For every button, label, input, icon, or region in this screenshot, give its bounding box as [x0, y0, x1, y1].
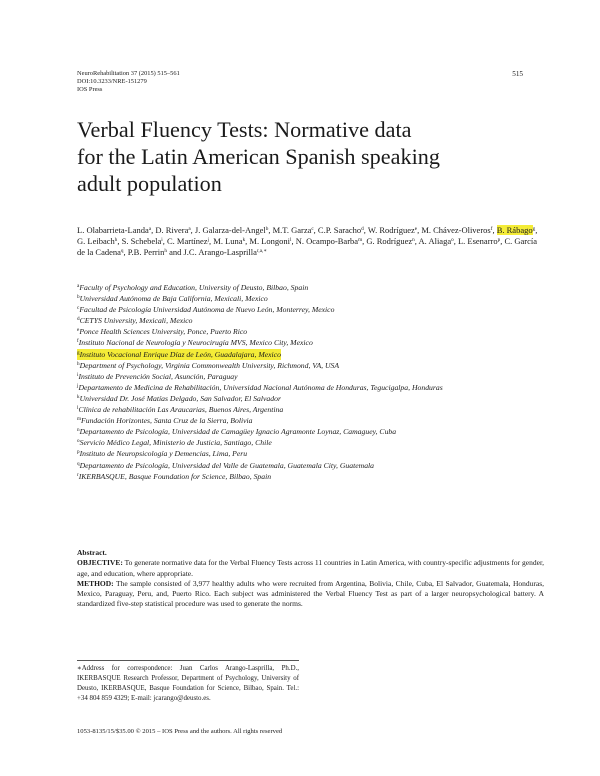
affiliation-key: k: [77, 393, 80, 400]
affiliation-key: p: [77, 449, 80, 456]
affiliation: [77, 460, 547, 471]
author: [496, 225, 538, 235]
affiliation-key: j: [77, 382, 79, 389]
affiliation-key: l: [77, 405, 79, 412]
author-name: J. Galarza-del-Angel: [194, 225, 266, 235]
author-name: W. Rodríguez: [367, 225, 415, 235]
author-name: C. Martínez: [166, 236, 208, 247]
author-affiliation-marker: d: [361, 226, 364, 232]
affiliation-text: Servicio Médico Legal, Ministerio de Justicia, Santiago, Chile: [79, 438, 272, 448]
author-affiliation-marker: h: [114, 237, 118, 244]
affiliation: [77, 315, 547, 326]
author-separator: and: [166, 247, 184, 258]
author-name: L. Olabarrieta-Landa: [77, 225, 149, 235]
author: [458, 236, 500, 246]
author-separator: ,: [363, 225, 368, 235]
author-affiliation-marker: i: [161, 237, 163, 244]
affiliation-text: Department of Psychology, Virginia Commonwealth University, Richmond, VA, USA: [79, 360, 340, 370]
affiliation-text: Faculty of Psychology and Education, University of Deusto, Bilbao, Spain: [79, 283, 309, 292]
author-name: M.T. Garza: [272, 225, 312, 235]
affiliation-text: Universidad Autónoma de Baja California, Mexicali, Mexico: [79, 294, 268, 304]
affiliation: [77, 393, 547, 404]
author-separator: ,: [190, 225, 195, 235]
author-affiliation-marker: k: [242, 237, 246, 244]
author-separator: ,: [417, 225, 422, 235]
author-name: S. Schebela: [121, 236, 162, 247]
author: [213, 236, 245, 246]
author-name: G. Rodríguez: [366, 236, 413, 247]
author-separator: ,: [362, 236, 367, 247]
author-affiliation-marker: p: [497, 237, 501, 244]
affiliation: [77, 371, 547, 382]
method-label: METHOD:: [77, 578, 114, 588]
affiliation-key: i: [77, 371, 79, 378]
affiliation: [77, 426, 547, 437]
objective-text: To generate normative data for the Verbal Fluency Tests across 11 countries in Latin America, with country-specific adjustments for gender, age, and education, where appropriate.: [77, 558, 545, 578]
author: [366, 236, 414, 246]
affiliation: [77, 448, 547, 459]
author-name: B. Rábago: [496, 225, 533, 235]
affiliation-key: r: [77, 471, 79, 478]
author-name: M. Chávez-Oliveros: [421, 225, 491, 235]
affiliation-key: n: [77, 427, 80, 434]
affiliation-text: Instituto Vocacional Enrique Díaz de León, Guadalajara, Mexico: [79, 349, 281, 359]
author: [167, 236, 209, 246]
author-separator: ,: [453, 236, 458, 247]
title-line: adult population: [77, 171, 222, 196]
author: [77, 225, 151, 235]
affiliation-text: CETYS University, Mexicali, Mexico: [79, 316, 193, 326]
affiliation-text: Clínica de rehabilitación Las Araucarias, Buenos Aires, Argentina: [78, 405, 284, 415]
correspondence-text: Address for correspondence: Juan Carlos Arango-Lasprilla, Ph.D., IKERBASQUE Research Professor, Department of Psychology, University of Deusto, IKERBASQUE, Basque Foundation for Science, Bilbao, Spain. Tel.: +34 804 859 4329; E-mail: jcarango@deusto.es.: [77, 665, 299, 702]
affiliation-text: Instituto Nacional de Neurología y Neurocirugía MVS, Mexico City, Mexico: [78, 338, 313, 348]
affiliation-key: d: [77, 316, 80, 323]
author-affiliation-marker: r,a,∗: [256, 248, 267, 255]
author-separator: ,: [268, 225, 273, 235]
author-affiliation-marker: h: [164, 248, 167, 255]
author-affiliation-marker: c: [311, 226, 314, 232]
abstract: [77, 548, 544, 610]
author: [419, 236, 454, 246]
affiliation-list: [77, 282, 547, 482]
author-separator: ,: [162, 236, 167, 247]
author: [368, 225, 417, 235]
affiliation-text: Departamento de Medicina de Rehabilitación, Universidad Nacional Autónoma de Honduras, Tegucigalpa, Honduras: [78, 382, 443, 392]
author-name: A. Aliaga: [418, 236, 452, 247]
affiliation-text: Instituto de Prevención Social, Asunción, Paraguay: [78, 371, 238, 381]
affiliation: [77, 293, 547, 304]
affiliation: [77, 471, 547, 482]
affiliation-text: Ponce Health Sciences University, Ponce, Puerto Rico: [79, 327, 248, 337]
copyright-footer: 1053-8135/15/$35.00 © 2015 – IOS Press and the authors. All rights reserved: [77, 728, 283, 735]
author-separator: ,: [535, 225, 538, 235]
author: [122, 236, 163, 246]
author-affiliation-marker: m: [358, 237, 363, 244]
doi[interactable]: DOI:10.3233/NRE-151279: [77, 78, 147, 85]
author-separator: ,: [117, 236, 122, 247]
author-name: M. Longoni: [249, 236, 291, 247]
affiliation-key: q: [77, 460, 80, 467]
paper-title: [77, 116, 537, 197]
author-name: N. Ocampo-Barba: [295, 236, 359, 247]
affiliation: [77, 282, 547, 293]
affiliation-text: Departamento de Psicología, Universidad de Camagüey Ignacio Agramonte Loynaz, Camaguey, Cuba: [79, 427, 397, 437]
affiliation: [77, 337, 547, 348]
author-name: C.P. Saracho: [317, 225, 362, 235]
objective-label: OBJECTIVE:: [77, 558, 123, 568]
author-separator: ,: [151, 225, 156, 235]
affiliation: [77, 304, 547, 315]
author-affiliation-marker: l: [290, 237, 292, 244]
author-affiliation-marker: q: [120, 248, 124, 255]
author-affiliation-marker: g: [532, 226, 536, 232]
author-name: D. Rivera: [155, 225, 189, 235]
affiliation: [77, 404, 547, 415]
footnote-marker: ∗: [77, 665, 82, 672]
affiliation-text: Facultad de Psicología Universidad Autónoma de Nuevo León, Monterrey, Mexico: [79, 305, 335, 315]
author: [249, 236, 291, 246]
author: [273, 225, 314, 235]
author-separator: ,: [209, 236, 214, 247]
author-name: G. Leibach: [77, 236, 115, 247]
title-line: Verbal Fluency Tests: Normative data: [77, 117, 412, 142]
author: [318, 225, 364, 235]
author: [77, 236, 117, 246]
author-affiliation-marker: a: [188, 226, 191, 232]
affiliation-key: h: [77, 360, 80, 367]
affiliation-text: Instituto de Neuropsicología y Demencias, Lima, Peru: [79, 449, 248, 459]
affiliation-key: e: [77, 327, 80, 334]
author: [421, 225, 492, 235]
author-affiliation-marker: b: [265, 226, 269, 232]
method-text: The sample consisted of 3,977 healthy adults who were recruited from Argentina, Bolivia, Chile, Cuba, El Salvador, Guatemala, Honduras, Mexico, Paraguay, Peru, and, Puerto Rico. Each subject was administered the Verbal Fluency Test as part of a larger neuropsychological battery. A standardized five-step statistical procedure was used to generate the norms.: [77, 578, 544, 609]
author-separator: ,: [414, 236, 419, 247]
author-separator: ,: [245, 236, 250, 247]
affiliation: [77, 326, 547, 337]
affiliation: [77, 360, 547, 371]
correspondence-footnote: [77, 660, 299, 704]
author-affiliation-marker: o: [451, 237, 454, 244]
author-name: J.C. Arango-Lasprilla: [183, 247, 257, 258]
author-affiliation-marker: e: [414, 226, 418, 232]
abstract-heading: Abstract.: [77, 548, 107, 557]
affiliation-text: IKERBASQUE, Basque Foundation for Science, Bilbao, Spain: [78, 471, 272, 481]
footnote-rule: [77, 660, 299, 661]
affiliation-key: f: [77, 338, 79, 345]
author: [128, 247, 167, 257]
author-name: P.B. Perrin: [127, 247, 165, 258]
affiliation-key: g: [77, 349, 80, 356]
author-separator: ,: [123, 247, 128, 258]
affiliation-key: c: [77, 305, 80, 312]
affiliation-key: m: [77, 416, 82, 423]
author-separator: ,: [313, 225, 318, 235]
author-name: M. Luna: [213, 236, 243, 247]
author-affiliation-marker: a: [148, 226, 152, 232]
page-number: 515: [512, 70, 523, 78]
author-list: [77, 225, 547, 259]
affiliation: [77, 349, 281, 360]
author: [195, 225, 268, 235]
author: [155, 225, 190, 235]
affiliation: [77, 437, 547, 448]
affiliation-key: b: [77, 294, 80, 301]
affiliation-text: Fundación Horizontes, Santa Cruz de la Sierra, Bolivia: [81, 416, 253, 426]
title-line: for the Latin American Spanish speaking: [77, 144, 440, 169]
author-separator: ,: [291, 236, 296, 247]
affiliation: [77, 415, 547, 426]
author: [183, 247, 266, 257]
affiliation-key: o: [77, 438, 80, 445]
author-separator: ,: [500, 236, 505, 247]
author-affiliation-marker: j: [207, 237, 210, 244]
affiliation-text: Departamento de Psicología, Universidad del Valle de Guatemala, Guatemala City, Guatemala: [79, 460, 375, 470]
affiliation-text: Universidad Dr. José Matías Delgado, San Salvador, El Salvador: [79, 393, 281, 403]
publisher: IOS Press: [77, 86, 103, 93]
affiliation-key: a: [77, 283, 80, 289]
author: [296, 236, 362, 246]
author-separator: ,: [492, 225, 497, 235]
affiliation: [77, 382, 547, 393]
journal-header: [77, 70, 180, 94]
author-affiliation-marker: n: [412, 237, 415, 244]
journal-citation: NeuroRehabilitation 37 (2015) 515–561: [77, 70, 180, 77]
author-name: C. García de la Cadena: [77, 236, 538, 258]
author-affiliation-marker: f: [490, 226, 493, 232]
author-name: L. Esenarro: [457, 236, 498, 247]
